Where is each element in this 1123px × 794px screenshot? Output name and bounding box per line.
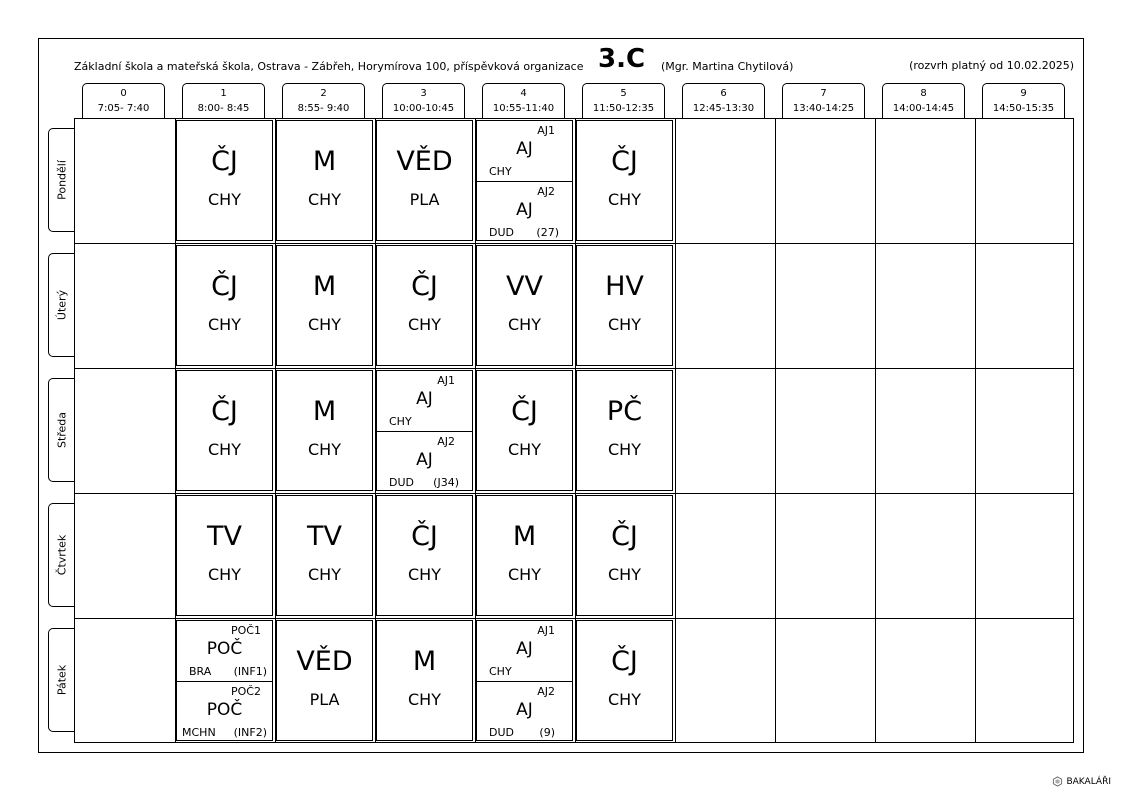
lesson-teacher: PLA xyxy=(409,190,440,209)
grid-column-divider xyxy=(975,119,976,742)
bakalari-logo-icon xyxy=(1052,776,1063,787)
day-label-friday xyxy=(48,628,75,732)
group-label: AJ2 xyxy=(537,185,555,198)
hour-number: 2 xyxy=(320,88,327,99)
lesson-subject: M xyxy=(312,271,337,302)
lesson-teacher: DUD xyxy=(489,226,514,239)
grid-row-divider xyxy=(75,243,1073,244)
hour-number: 9 xyxy=(1020,88,1027,99)
lesson-teacher: CHY xyxy=(508,565,541,584)
lesson-cell-wednesday-5[interactable] xyxy=(576,370,673,491)
lesson-teacher: BRA xyxy=(189,665,212,678)
lesson-teacher: CHY xyxy=(608,565,641,584)
lesson-teacher: MCHN xyxy=(182,726,216,739)
grid-column-divider xyxy=(675,119,676,742)
lesson-room: (27) xyxy=(536,226,559,239)
lesson-teacher: CHY xyxy=(408,315,441,334)
lesson-subject: ČJ xyxy=(611,646,638,677)
group-label: POČ2 xyxy=(231,685,261,698)
class-teacher: (Mgr. Martina Chytilová) xyxy=(661,60,794,73)
lesson-subject: POČ xyxy=(206,700,243,720)
lesson-cell-wednesday-1[interactable] xyxy=(176,370,273,491)
grid-row-divider xyxy=(75,368,1073,369)
lesson-cell-friday-2[interactable] xyxy=(276,620,373,741)
lesson-cell-tuesday-3[interactable] xyxy=(376,245,473,366)
hour-number: 0 xyxy=(120,88,127,99)
lesson-cell-friday-5[interactable] xyxy=(576,620,673,741)
day-label-wednesday xyxy=(48,378,75,482)
group-lesson-top[interactable] xyxy=(477,621,572,681)
lesson-subject: PČ xyxy=(606,396,643,427)
lesson-subject: ČJ xyxy=(511,396,538,427)
hour-header-4 xyxy=(482,83,565,118)
lesson-cell-tuesday-1[interactable] xyxy=(176,245,273,366)
lesson-cell-thursday-5[interactable] xyxy=(576,495,673,616)
lesson-teacher: PLA xyxy=(309,690,340,709)
hour-header-3 xyxy=(382,83,465,118)
lesson-cell-thursday-3[interactable] xyxy=(376,495,473,616)
lesson-subject: ČJ xyxy=(211,271,238,302)
hour-header-9 xyxy=(982,83,1065,118)
hour-header-1 xyxy=(182,83,265,118)
lesson-subject: ČJ xyxy=(411,521,438,552)
lesson-cell-tuesday-4[interactable] xyxy=(476,245,573,366)
hour-number: 4 xyxy=(520,88,527,99)
school-name: Základní škola a mateřská škola, Ostrava - Zábřeh, Horymírova 100, příspěvková organizace xyxy=(74,60,584,73)
lesson-teacher: CHY xyxy=(208,190,241,209)
hour-time: 8:55- 9:40 xyxy=(297,103,350,114)
lesson-cell-tuesday-5[interactable] xyxy=(576,245,673,366)
class-name: 3.C xyxy=(598,44,646,74)
group-label: AJ1 xyxy=(537,624,555,637)
lesson-teacher: CHY xyxy=(489,165,512,178)
lesson-subject: AJ xyxy=(416,389,433,409)
lesson-cell-thursday-2[interactable] xyxy=(276,495,373,616)
lesson-subject: AJ xyxy=(516,700,533,720)
hour-number: 6 xyxy=(720,88,727,99)
group-lesson-top[interactable] xyxy=(177,621,272,681)
day-label-thursday xyxy=(48,503,75,607)
day-label-tuesday xyxy=(48,253,75,357)
lesson-subject: POČ xyxy=(206,639,243,659)
lesson-teacher: CHY xyxy=(389,415,412,428)
lesson-cell-monday-5[interactable] xyxy=(576,120,673,241)
lesson-subject: ČJ xyxy=(611,146,638,177)
day-name: Úterý xyxy=(55,289,69,321)
lesson-subject: VV xyxy=(506,271,543,302)
lesson-subject: VĚD xyxy=(296,646,353,677)
lesson-teacher: DUD xyxy=(389,476,414,489)
lesson-teacher: CHY xyxy=(408,690,441,709)
lesson-teacher: CHY xyxy=(308,565,341,584)
hour-time: 14:50-15:35 xyxy=(992,103,1055,114)
lesson-cell-thursday-1[interactable] xyxy=(176,495,273,616)
lesson-room: (INF1) xyxy=(233,665,267,678)
lesson-cell-monday-1[interactable] xyxy=(176,120,273,241)
hour-number: 3 xyxy=(420,88,427,99)
lesson-teacher: CHY xyxy=(308,440,341,459)
grid-row-divider xyxy=(75,493,1073,494)
hour-number: 8 xyxy=(920,88,927,99)
lesson-subject: AJ xyxy=(516,200,533,220)
lesson-cell-monday-3[interactable] xyxy=(376,120,473,241)
day-name: Pondělí xyxy=(55,160,69,200)
hour-header-2 xyxy=(282,83,365,118)
lesson-teacher: CHY xyxy=(608,190,641,209)
lesson-subject: VĚD xyxy=(396,146,453,177)
lesson-cell-monday-2[interactable] xyxy=(276,120,373,241)
group-label: AJ1 xyxy=(537,124,555,137)
lesson-cell-monday-4[interactable] xyxy=(476,120,573,241)
lesson-teacher: CHY xyxy=(308,190,341,209)
validity-date: (rozvrh platný od 10.02.2025) xyxy=(909,59,1074,72)
lesson-subject: M xyxy=(312,146,337,177)
day-name: Čtvrtek xyxy=(55,534,69,576)
hour-header-0 xyxy=(82,83,165,118)
hour-header-7 xyxy=(782,83,865,118)
lesson-subject: M xyxy=(412,646,437,677)
lesson-subject: AJ xyxy=(516,639,533,659)
group-lesson-bottom[interactable] xyxy=(377,431,472,492)
lesson-teacher: CHY xyxy=(608,690,641,709)
lesson-subject: TV xyxy=(207,521,242,552)
hour-time: 8:00- 8:45 xyxy=(197,103,250,114)
lesson-room: (INF2) xyxy=(233,726,267,739)
group-label: AJ2 xyxy=(537,685,555,698)
lesson-cell-friday-1[interactable] xyxy=(176,620,273,741)
hour-time: 12:45-13:30 xyxy=(692,103,755,114)
grid-column-divider xyxy=(875,119,876,742)
brand-name: BAKALÁŘI xyxy=(1066,776,1111,787)
lesson-subject: AJ xyxy=(516,139,533,159)
hour-time: 14:00-14:45 xyxy=(892,103,955,114)
lesson-subject: ČJ xyxy=(611,521,638,552)
lesson-subject: AJ xyxy=(416,450,433,470)
hour-number: 5 xyxy=(620,88,627,99)
grid-row-divider xyxy=(75,618,1073,619)
day-name: Středa xyxy=(55,411,69,449)
lesson-teacher: CHY xyxy=(608,315,641,334)
lesson-cell-wednesday-2[interactable] xyxy=(276,370,373,491)
hour-time: 10:55-11:40 xyxy=(492,103,555,114)
group-lesson-bottom[interactable] xyxy=(477,681,572,742)
lesson-teacher: CHY xyxy=(208,565,241,584)
lesson-subject: TV xyxy=(307,521,342,552)
lesson-teacher: CHY xyxy=(208,315,241,334)
lesson-teacher: CHY xyxy=(508,315,541,334)
lesson-room: (J34) xyxy=(433,476,459,489)
day-name: Pátek xyxy=(55,664,69,696)
group-lesson-top[interactable] xyxy=(477,121,572,181)
grid-column-divider xyxy=(775,119,776,742)
lesson-teacher: CHY xyxy=(608,440,641,459)
lesson-room: (9) xyxy=(539,726,555,739)
lesson-cell-tuesday-2[interactable] xyxy=(276,245,373,366)
group-label: AJ1 xyxy=(437,374,455,387)
lesson-cell-friday-3[interactable] xyxy=(376,620,473,741)
group-lesson-bottom[interactable] xyxy=(177,681,272,742)
lesson-subject: ČJ xyxy=(211,146,238,177)
lesson-teacher: DUD xyxy=(489,726,514,739)
hour-header-5 xyxy=(582,83,665,118)
lesson-teacher: CHY xyxy=(508,440,541,459)
lesson-teacher: CHY xyxy=(208,440,241,459)
lesson-teacher: CHY xyxy=(408,565,441,584)
lesson-subject: HV xyxy=(605,271,644,302)
lesson-cell-friday-4[interactable] xyxy=(476,620,573,741)
hour-time: 11:50-12:35 xyxy=(592,103,655,114)
hour-time: 7:05- 7:40 xyxy=(97,103,150,114)
lesson-subject: M xyxy=(312,396,337,427)
lesson-cell-wednesday-3[interactable] xyxy=(376,370,473,491)
group-label: POČ1 xyxy=(231,624,261,637)
lesson-subject: ČJ xyxy=(211,396,238,427)
lesson-cell-thursday-4[interactable] xyxy=(476,495,573,616)
lesson-cell-wednesday-4[interactable] xyxy=(476,370,573,491)
group-lesson-bottom[interactable] xyxy=(477,181,572,242)
hour-time: 10:00-10:45 xyxy=(392,103,455,114)
group-lesson-top[interactable] xyxy=(377,371,472,431)
lesson-subject: ČJ xyxy=(411,271,438,302)
hour-header-8 xyxy=(882,83,965,118)
lesson-subject: M xyxy=(512,521,537,552)
group-label: AJ2 xyxy=(437,435,455,448)
hour-number: 1 xyxy=(220,88,227,99)
bakalari-brand xyxy=(1052,776,1111,787)
hour-time: 13:40-14:25 xyxy=(792,103,855,114)
hour-header-6 xyxy=(682,83,765,118)
lesson-teacher: CHY xyxy=(489,665,512,678)
hour-number: 7 xyxy=(820,88,827,99)
day-label-monday xyxy=(48,128,75,232)
lesson-teacher: CHY xyxy=(308,315,341,334)
